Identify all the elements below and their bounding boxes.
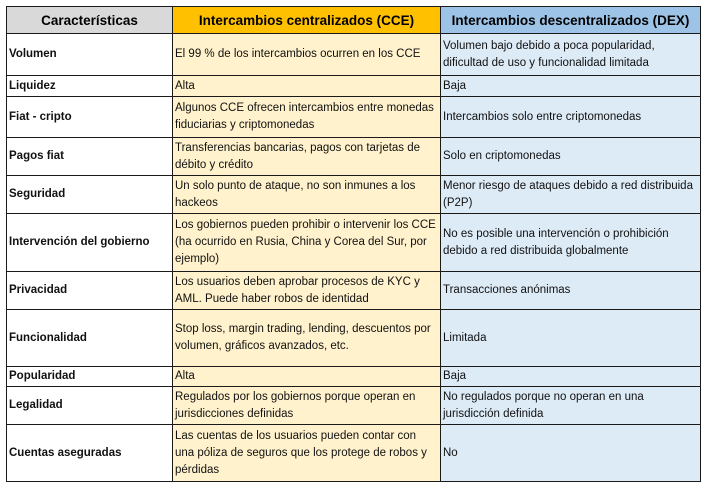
cce-cell: Transferencias bancarias, pagos con tarjetas de débito y crédito xyxy=(173,138,441,176)
table-row xyxy=(7,138,701,176)
cce-cell: Alta xyxy=(173,367,441,387)
cce-cell: Stop loss, margin trading, lending, descuentos por volumen, gráficos avanzados, etc. xyxy=(173,310,441,367)
cce-cell: Un solo punto de ataque, no son inmunes a los hackeos xyxy=(173,176,441,214)
feature-label: Legalidad xyxy=(7,387,173,425)
dex-cell: No es posible una intervención o prohibición debido a red distribuida globalmente xyxy=(441,214,701,272)
cce-cell: Algunos CCE ofrecen intercambios entre monedas fiduciarias y criptomonedas xyxy=(173,97,441,138)
header-dex: Intercambios descentralizados (DEX) xyxy=(441,7,701,34)
feature-label: Privacidad xyxy=(7,272,173,310)
dex-cell: Limitada xyxy=(441,310,701,367)
table-row xyxy=(7,76,701,97)
dex-cell: Intercambios solo entre criptomonedas xyxy=(441,97,701,138)
header-features: Características xyxy=(7,7,173,34)
dex-cell: Menor riesgo de ataques debido a red distribuida (P2P) xyxy=(441,176,701,214)
cce-cell: Regulados por los gobiernos porque operan en jurisdicciones definidas xyxy=(173,387,441,425)
dex-cell: Baja xyxy=(441,367,701,387)
dex-cell: Baja xyxy=(441,76,701,97)
cce-cell: Los gobiernos pueden prohibir o intervenir los CCE (ha ocurrido en Rusia, China y Corea del Sur, por ejemplo) xyxy=(173,214,441,272)
dex-cell: Volumen bajo debido a poca popularidad, dificultad de uso y funcionalidad limitada xyxy=(441,34,701,76)
feature-label: Liquidez xyxy=(7,76,173,97)
cce-cell: El 99 % de los intercambios ocurren en los CCE xyxy=(173,34,441,76)
table-row xyxy=(7,387,701,425)
table-row xyxy=(7,176,701,214)
dex-cell: Transacciones anónimas xyxy=(441,272,701,310)
feature-label: Volumen xyxy=(7,34,173,76)
feature-label: Fiat - cripto xyxy=(7,97,173,138)
table-row xyxy=(7,272,701,310)
feature-label: Funcionalidad xyxy=(7,310,173,367)
table-row xyxy=(7,34,701,76)
header-cce: Intercambios centralizados (CCE) xyxy=(173,7,441,34)
dex-cell: No regulados porque no operan en una jurisdicción definida xyxy=(441,387,701,425)
cce-cell: Los usuarios deben aprobar procesos de KYC y AML. Puede haber robos de identidad xyxy=(173,272,441,310)
table-row xyxy=(7,310,701,367)
feature-label: Intervención del gobierno xyxy=(7,214,173,272)
header-row xyxy=(7,7,701,34)
table-row xyxy=(7,214,701,272)
table-row xyxy=(7,97,701,138)
feature-label: Pagos fiat xyxy=(7,138,173,176)
cce-cell: Las cuentas de los usuarios pueden contar con una póliza de seguros que los protege de robos y pérdidas xyxy=(173,425,441,482)
table-row xyxy=(7,367,701,387)
feature-label: Seguridad xyxy=(7,176,173,214)
dex-cell: No xyxy=(441,425,701,482)
dex-cell: Solo en criptomonedas xyxy=(441,138,701,176)
cce-cell: Alta xyxy=(173,76,441,97)
feature-label: Cuentas aseguradas xyxy=(7,425,173,482)
feature-label: Popularidad xyxy=(7,367,173,387)
comparison-table xyxy=(6,6,701,482)
table-row xyxy=(7,425,701,482)
